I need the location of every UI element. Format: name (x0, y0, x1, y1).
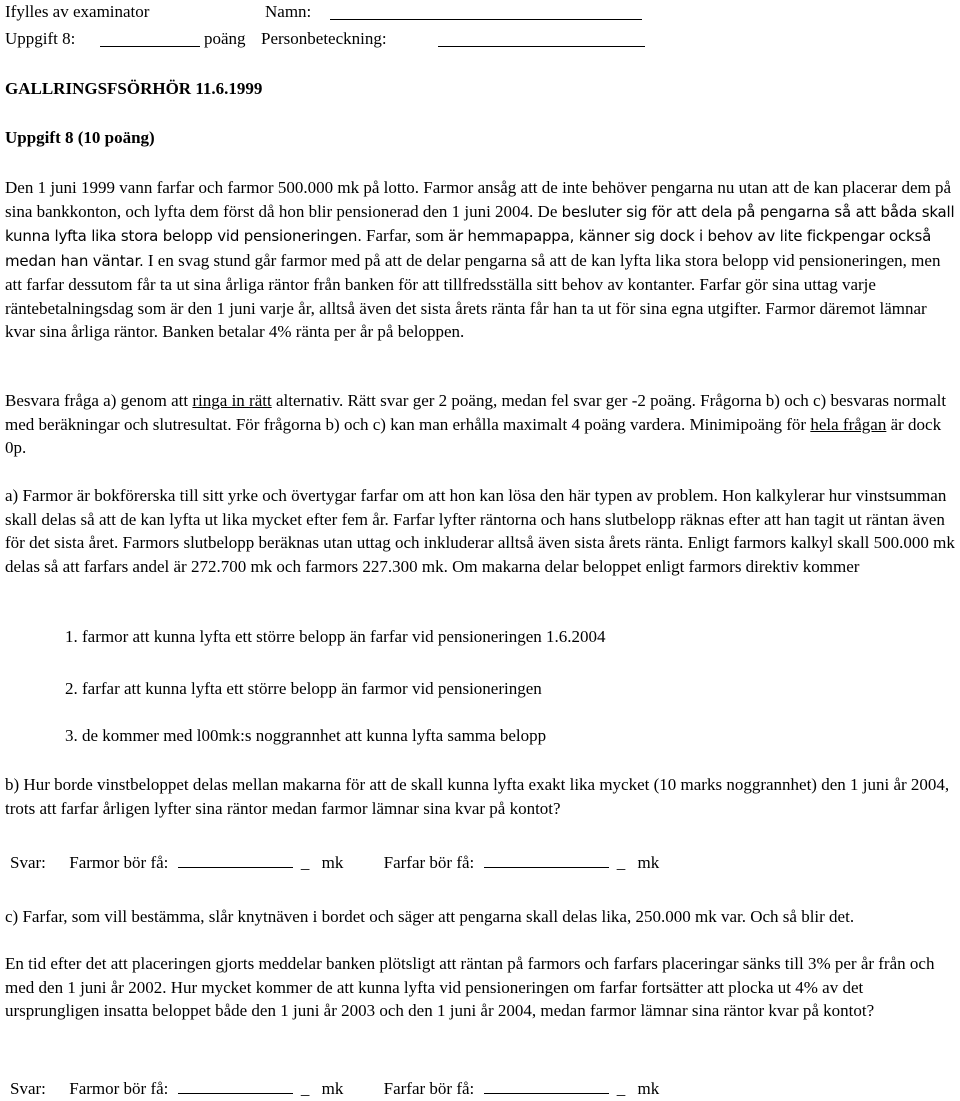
intro-text-2: besluter sig för att dela på pengarna så att båda skall kunna lyfta lika stora belopp vid pensioneringen. (5, 202, 955, 245)
name-label: Namn: (265, 2, 312, 21)
question-c-text-2: En tid efter det att placeringen gjorts meddelar banken plötsligt att räntan på farmors och farfars placeringar sänks till 3% per år från och med den 1 juni år 2002. Hur mycket kommer de att kunna lyfta vid pensioneringen om farfar fortsätter att plocka ut 4% av det ursprungligen insatta beloppet både den 1 juni år 2003 och den 1 juni år 2004, medan farmor lämnar sina räntor kvar på kontot? (5, 954, 935, 1020)
farfar-answer-field[interactable] (484, 852, 609, 868)
option-3[interactable]: 3. de kommer med l00mk:s noggrannhet att kunna lyfta samma belopp (65, 726, 547, 745)
intro-text-3: Farfar, som (361, 226, 444, 245)
intro-text-4: är hemmapappa, känner sig dock i behov av lite fickpengar också medan han väntar. (5, 227, 932, 270)
instructions-paragraph (5, 389, 955, 460)
farfar-label-c: Farfar bör få: (383, 1079, 475, 1098)
svar-label-c: Svar: (10, 1079, 46, 1098)
farfar-unit-c: mk (637, 1079, 660, 1098)
farmor-label: Farmor bör få: (69, 853, 169, 872)
farfar-label: Farfar bör få: (383, 853, 475, 872)
header-row-2 (5, 27, 955, 55)
question-a-text: a) Farmor är bokförerska till sitt yrke och övertygar farfar om att hon kan lösa den här typen av problem. Hon kalkylerar hur vinstsumman skall delas så att de kan lyfta ut lika mycket efter fem år. Farfar lyfter räntorna och hans slutbelopp räknas efter att han tagit ut räntan även för det sista året. Farmors slutbelopp beräknas utan uttag och inkluderar alltså även sista årets ränta. Enligt farmors kalkyl skall 500.000 mk delas så att farfars andel är 272.700 mk och farmors 227.300 mk. Om makarna delar beloppet enligt farmors direktiv kommer (5, 486, 955, 576)
instructions-underline-2: hela frågan (810, 414, 887, 434)
points-field[interactable] (100, 31, 200, 47)
farmor-label-c: Farmor bör få: (69, 1079, 169, 1098)
points-label: poäng (204, 29, 246, 48)
farfar-unit: mk (637, 853, 660, 872)
id-field[interactable] (438, 31, 645, 47)
farfar-dash: _ (616, 853, 626, 872)
farfar-dash-c: _ (616, 1079, 626, 1098)
farmor-dash-c: _ (300, 1079, 310, 1098)
farmor-answer-field[interactable] (178, 852, 293, 868)
intro-text-1: Den 1 juni 1999 vann farfar och farmor 500.000 mk på lotto. Farmor ansåg att de inte behöver pengarna nu utan att de kan placerar dem på sina bankkonton, och lyfta dem först då hon blir pensionerad den 1 juni 2004. De (5, 178, 952, 221)
farfar-answer-field-c[interactable] (484, 1078, 609, 1094)
question-b-text: b) Hur borde vinstbeloppet delas mellan makarna för att de skall kunna lyfta exakt lika mycket (10 marks noggrannhet) den 1 juni år 2004, trots att farfar årligen lyfter sina räntor medan farmor lämnar sina kvar på kontot? (5, 775, 950, 818)
instructions-text-1: Besvara fråga a) genom att (5, 391, 189, 410)
task-title: Uppgift 8 (10 poäng) (5, 128, 155, 147)
instructions-text-2: alternativ. Rätt svar ger 2 poäng, medan fel svar ger -2 poäng. Frågorna b) och c) besvaras normalt med beräkningar och slutresultat. För frågorna b) och c) kan man erhålla maximalt 4 poäng vardera. Minimipoäng för (5, 391, 947, 434)
intro-paragraph (5, 176, 955, 344)
farmor-unit-c: mk (321, 1079, 344, 1098)
svar-label: Svar: (10, 853, 46, 872)
header-row-1 (5, 0, 955, 28)
instructions-underline-1: ringa in rätt (192, 391, 272, 410)
option-2[interactable]: 2. farfar att kunna lyfta ett större belopp än farmor vid pensioneringen (65, 679, 542, 698)
id-label: Personbeteckning: (261, 29, 387, 48)
main-title: GALLRINGSFSÖRHÖR 11.6.1999 (5, 79, 263, 98)
answer-line-c (10, 1077, 659, 1101)
farmor-dash: _ (300, 853, 310, 872)
intro-text-5: I en svag stund går farmor med på att de delar pengarna så att de kan lyfta lika stora belopp vid pensioneringen, men att farfar dessutom får ta ut sina årliga räntor från banken för att tillfredsställa sitt behov av kontanter. Farfar gör sina uttag varje räntebetalningsdag som är den 1 juni varje år, alltså även det sista årets ränta får han ta ut för sina egna utgifter. Farmor däremot lämnar kvar sina årliga räntor. Banken betalar 4% ränta per år på beloppen. (5, 250, 941, 341)
farmor-answer-field-c[interactable] (178, 1078, 293, 1094)
task-label: Uppgift 8: (5, 29, 76, 48)
name-field[interactable] (330, 4, 642, 20)
instructions-text-3: är dock 0p. (5, 414, 942, 457)
option-1[interactable]: 1. farmor att kunna lyfta ett större belopp än farfar vid pensioneringen 1.6.2004 (65, 627, 606, 646)
farmor-unit: mk (321, 853, 344, 872)
answer-line-b (10, 851, 659, 875)
question-c-text-1: c) Farfar, som vill bestämma, slår knytnäven i bordet och säger att pengarna skall delas lika, 250.000 mk var. Och så blir det. (5, 907, 855, 926)
examiner-label: Ifylles av examinator (5, 2, 150, 21)
